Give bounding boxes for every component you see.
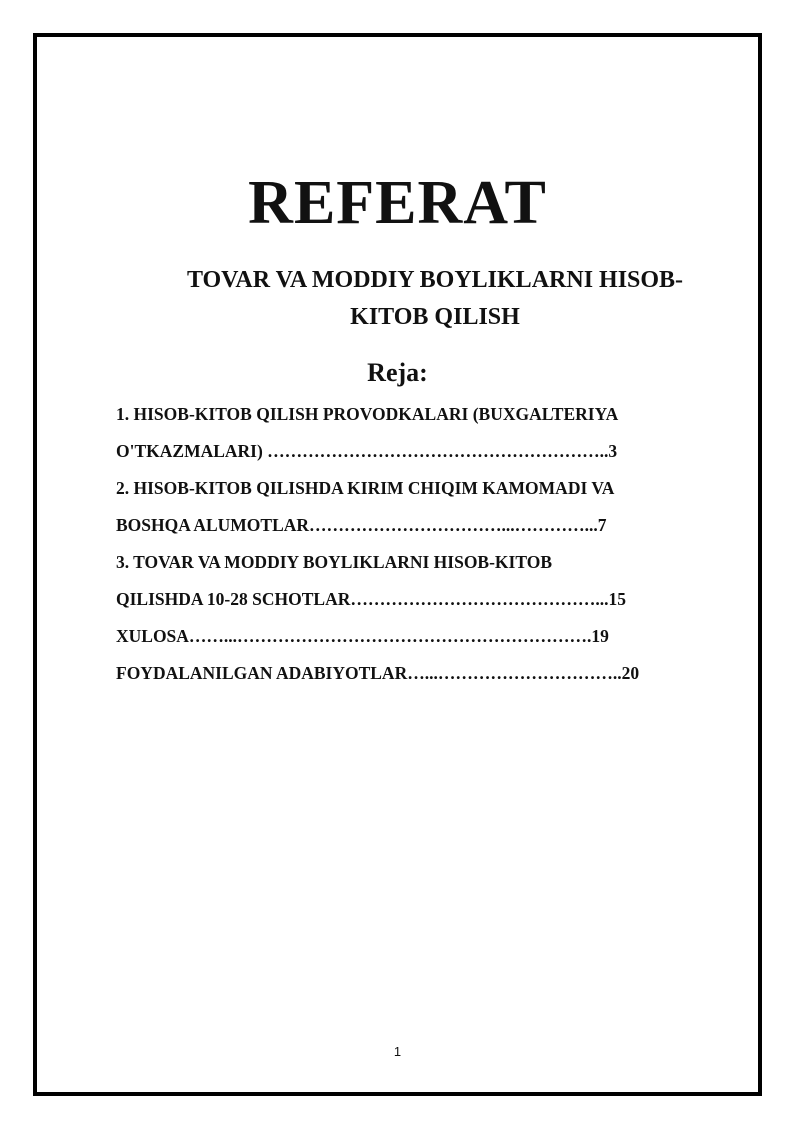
plan-heading: Reja: [367,358,428,387]
subtitle-line: KITOB QILISH [350,304,520,330]
toc-line: QILISHDA 10-28 SCHOTLAR……………………………………...15 [116,589,626,609]
toc-line: BOSHQA ALUMOTLAR……………………………...…………...7 [116,515,607,535]
document-title: REFERAT [248,169,547,237]
table-of-contents [116,396,744,692]
toc-line: 1. HISOB-KITOB QILISH PROVODKALARI (BUXGALTERIYA [116,404,619,424]
toc-line: O'TKAZMALARI) …………………………………………………..3 [116,441,618,461]
page-number: 1 [393,1044,402,1059]
toc-line: XULOSA……...…………………………………………………….19 [116,626,609,646]
toc-line: 3. TOVAR VA MODDIY BOYLIKLARNI HISOB-KITOB [116,552,552,572]
document-subtitle [150,262,720,336]
subtitle-line: TOVAR VA MODDIY BOYLIKLARNI HISOB- [186,267,684,293]
toc-line: 2. HISOB-KITOB QILISHDA KIRIM CHIQIM KAMOMADI VA [116,478,615,498]
toc-line: FOYDALANILGAN ADABIYOTLAR…...…………………………..20 [116,663,640,683]
